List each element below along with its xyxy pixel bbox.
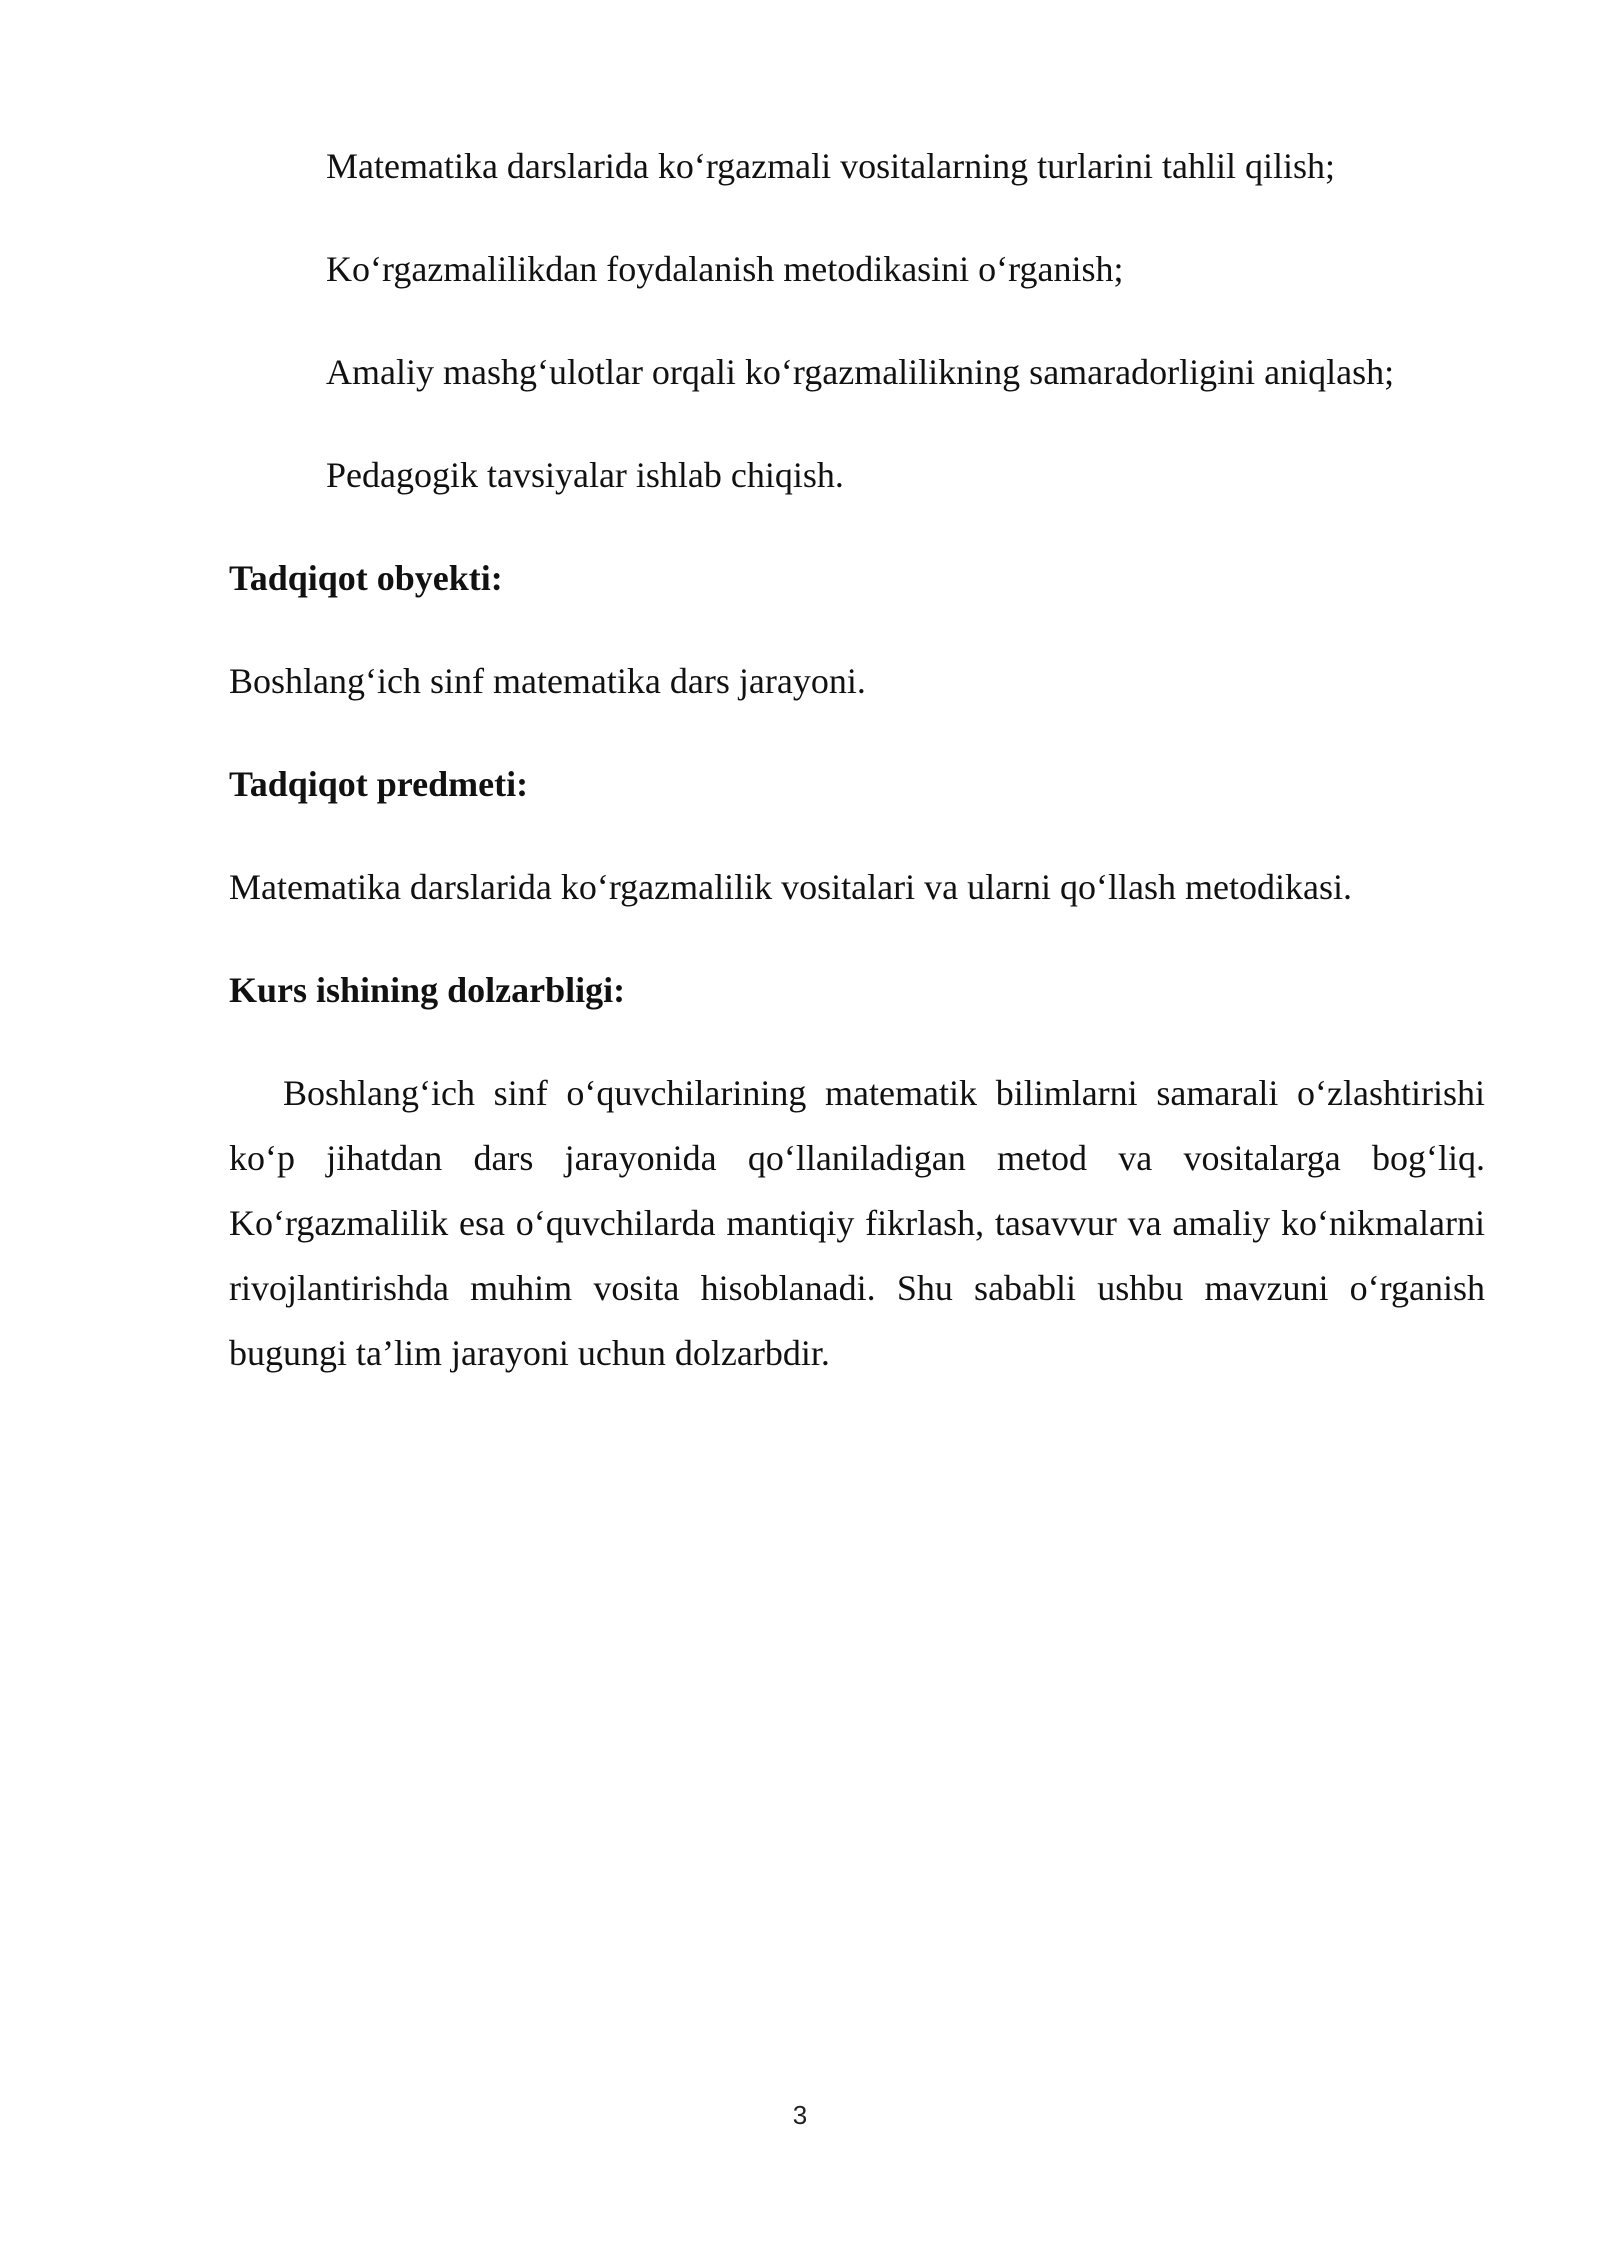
task-item: Ko‘rgazmalilikdan foydalanish metodikasini o‘rganish; <box>326 249 1124 289</box>
relevance-paragraph: Boshlang‘ich sinf o‘quvchilarining matematik bilimlarni samarali o‘zlashtirishi ko‘p jihatdan dars jarayonida qo‘llaniladigan metod va vositalarga bog‘liq. Ko‘rgazmalilik esa o‘quvchilarda mantiqiy fikrlash, tasavvur va amaliy ko‘nikmalarni rivojlantirishda muhim vosita hisoblanadi. Shu sababli ushbu mavzuni o‘rganish bugungi ta’lim jarayoni uchun dolzarbdir. <box>229 1073 1485 1373</box>
page-number: 3 <box>792 2100 808 2130</box>
research-subject-text: Matematika darslarida ko‘rgazmalilik vositalari va ularni qo‘llash metodikasi. <box>229 867 1352 907</box>
task-item: Matematika darslarida ko‘rgazmali vositalarning turlarini tahlil qilish; <box>326 146 1336 186</box>
relevance-heading: Kurs ishining dolzarbligi: <box>229 970 626 1010</box>
research-object-heading: Tadqiqot obyekti: <box>229 558 503 598</box>
research-tasks-list <box>229 146 1485 495</box>
page-content <box>229 146 1485 1386</box>
task-item: Amaliy mashg‘ulotlar orqali ko‘rgazmalilikning samaradorligini aniqlash; <box>326 352 1395 392</box>
research-subject-heading: Tadqiqot predmeti: <box>229 764 529 804</box>
task-item: Pedagogik tavsiyalar ishlab chiqish. <box>326 455 844 495</box>
research-object-text: Boshlang‘ich sinf matematika dars jarayoni. <box>229 661 866 701</box>
